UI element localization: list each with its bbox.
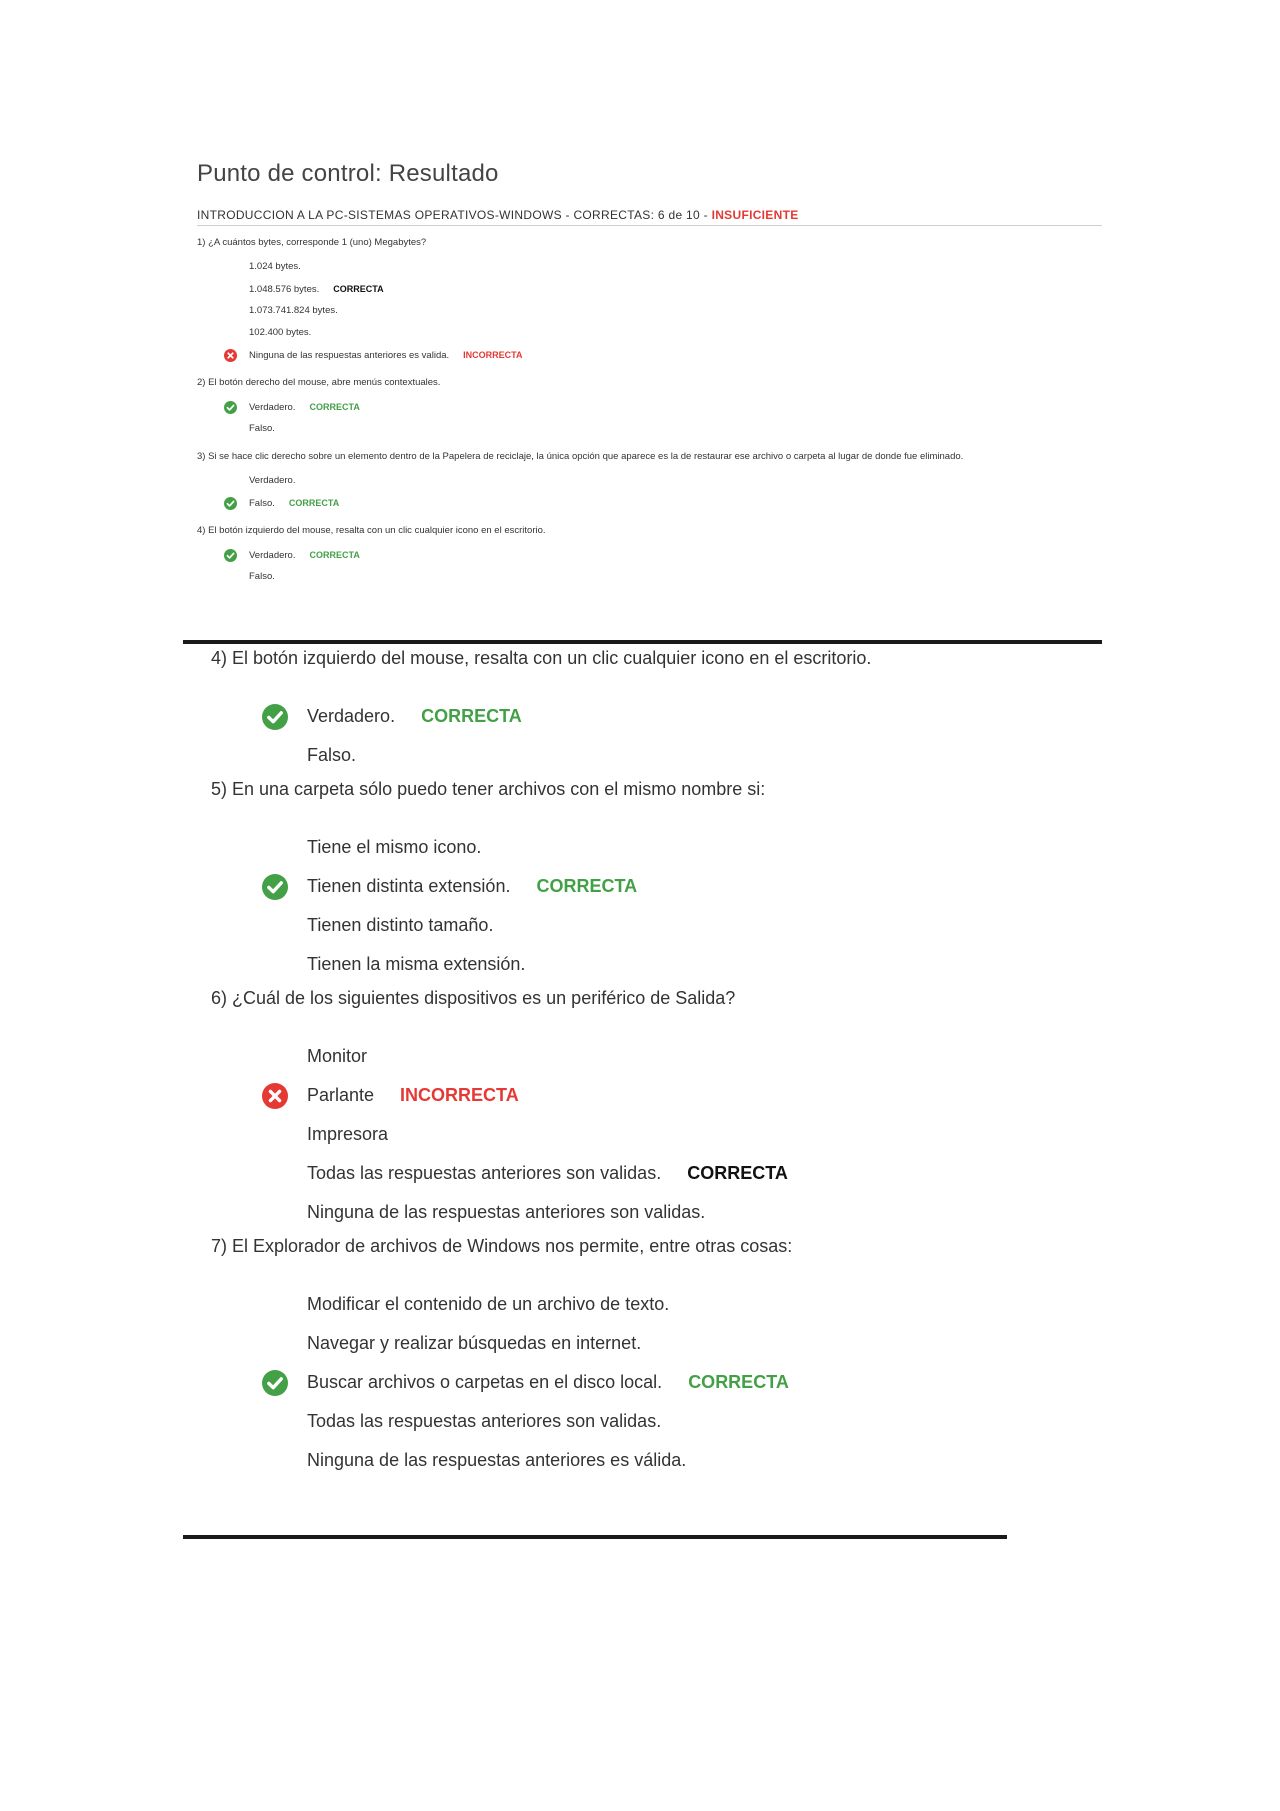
answer-option [183, 1402, 1010, 1441]
question-block [183, 1232, 1010, 1480]
zoomed-question-list [183, 644, 1010, 1544]
answer-label: Impresora [307, 1124, 389, 1144]
correct-tag: CORRECTA [309, 550, 360, 560]
incorrect-icon [262, 1083, 288, 1109]
answer-label: Monitor [307, 1046, 368, 1066]
question-block [183, 984, 1010, 1232]
answer-option [183, 1324, 1010, 1363]
answer-option [183, 906, 1010, 945]
answer-option [183, 828, 1010, 867]
correct-icon [262, 1370, 288, 1396]
correct-tag: CORRECTA [309, 402, 360, 412]
question-text: 2) El botón derecho del mouse, abre menús contextuales. [197, 377, 441, 388]
answer-label: Buscar archivos o carpetas en el disco local. [307, 1372, 663, 1392]
answer-option [183, 1193, 1010, 1232]
incorrect-tag: INCORRECTA [463, 350, 523, 360]
answer-label: Falso. [307, 745, 357, 765]
answer-label: Todas las respuestas anteriores son validas. [307, 1163, 662, 1183]
answer-option [197, 256, 1102, 278]
answer-label: Tienen la misma extensión. [307, 954, 526, 974]
answer-label: Falso. [249, 571, 275, 582]
answer-label: Todas las respuestas anteriores son validas. [307, 1411, 662, 1431]
question-block [197, 237, 1102, 366]
answer-label: Tienen distinto tamaño. [307, 915, 494, 935]
correct-tag: CORRECTA [288, 498, 340, 508]
answer-label: Ninguna de las respuestas anteriores es válida. [307, 1450, 687, 1470]
answer-option [197, 470, 1102, 492]
answer-label: Ninguna de las respuestas anteriores son validas. [307, 1202, 706, 1222]
answer-option [183, 1441, 1010, 1480]
correct-tag: CORRECTA [688, 1372, 789, 1392]
answer-label: Falso. [249, 498, 275, 509]
correct-tag: CORRECTA [333, 284, 384, 294]
question-text: 4) El botón izquierdo del mouse, resalta con un clic cualquier icono en el escritorio. [197, 525, 546, 536]
correct-icon [262, 704, 288, 730]
result-badge: INSUFICIENTE [711, 208, 799, 222]
answer-option [183, 1363, 1010, 1402]
answer-label: Navegar y realizar búsquedas en internet. [307, 1333, 642, 1353]
correct-icon [224, 401, 237, 414]
page-title: Punto de control: Resultado [197, 160, 499, 187]
question-text: 6) ¿Cuál de los siguientes dispositivos es un periférico de Salida? [211, 988, 736, 1008]
answer-label: Verdadero. [249, 475, 296, 486]
question-text: 1) ¿A cuántos bytes, corresponde 1 (uno) Megabytes? [197, 237, 427, 248]
answer-option [183, 1115, 1010, 1154]
correct-tag: CORRECTA [687, 1163, 788, 1183]
question-text: 7) El Explorador de archivos de Windows nos permite, entre otras cosas: [211, 1236, 793, 1256]
zoom-bottom-divider [183, 1535, 1007, 1539]
answer-option [197, 322, 1102, 344]
answer-option [183, 697, 1010, 736]
question-block [197, 377, 1102, 440]
correct-tag: CORRECTA [536, 876, 638, 896]
question-text: 4) El botón izquierdo del mouse, resalta con un clic cualquier icono en el escritorio. [211, 648, 872, 668]
answer-label: Tienen distinta extensión. [307, 876, 511, 896]
question-block [197, 525, 1102, 588]
correct-icon [262, 874, 288, 900]
answer-option [183, 1285, 1010, 1324]
answer-option [197, 300, 1102, 322]
answer-label: Verdadero. [249, 550, 296, 561]
answer-label: Parlante [307, 1085, 375, 1105]
results-panel [197, 160, 1102, 588]
answer-label: Verdadero. [249, 402, 296, 413]
answer-option [183, 736, 1010, 775]
answer-label: 1.024 bytes. [249, 261, 301, 272]
answer-option [197, 492, 1102, 514]
incorrect-tag: INCORRECTA [400, 1085, 519, 1105]
score-summary [197, 208, 1102, 226]
question-block [183, 775, 1010, 984]
answer-option [183, 945, 1010, 984]
question-list [197, 237, 1102, 588]
correct-icon [224, 549, 237, 562]
incorrect-icon [224, 349, 237, 362]
correct-tag: CORRECTA [421, 706, 522, 726]
answer-option [197, 344, 1102, 366]
question-text: 5) En una carpeta sólo puedo tener archivos con el mismo nombre si: [211, 779, 766, 799]
answer-label: 1.073.741.824 bytes. [249, 305, 338, 316]
correct-icon [224, 497, 237, 510]
question-block [183, 644, 1010, 775]
question-block [197, 451, 1102, 514]
answer-option [197, 566, 1102, 588]
answer-label: Tiene el mismo icono. [307, 837, 482, 857]
answer-option [183, 1154, 1010, 1193]
summary-text: INTRODUCCION A LA PC-SISTEMAS OPERATIVOS-WINDOWS - CORRECTAS: 6 de 10 - [197, 208, 712, 222]
answer-option [197, 396, 1102, 418]
question-text: 3) Si se hace clic derecho sobre un elemento dentro de la Papelera de reciclaje, la única opción que aparece es la de restaurar ese archivo o carpeta al lugar de donde fue eliminado. [197, 451, 964, 462]
answer-option [197, 544, 1102, 566]
answer-option [183, 867, 1010, 906]
answer-label: Ninguna de las respuestas anteriores es valida. [249, 350, 450, 361]
answer-option [183, 1076, 1010, 1115]
answer-option [197, 418, 1102, 440]
answer-label: 1.048.576 bytes. [249, 284, 320, 295]
answer-option [197, 278, 1102, 300]
answer-label: Modificar el contenido de un archivo de texto. [307, 1294, 670, 1314]
answer-option [183, 1037, 1010, 1076]
answer-label: Verdadero. [307, 706, 396, 726]
answer-label: Falso. [249, 423, 275, 434]
answer-label: 102.400 bytes. [249, 327, 312, 338]
